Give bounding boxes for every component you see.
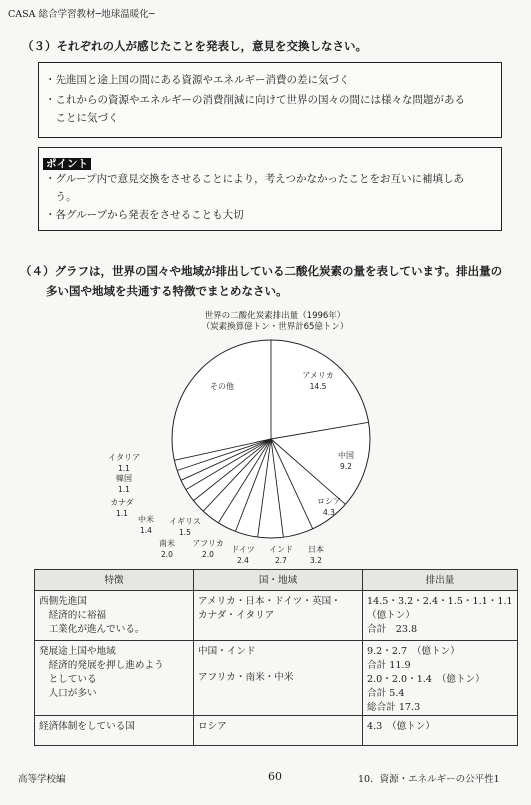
pie-label-4: 日本: [308, 545, 324, 554]
point-item-1-line1: ・グループ内で意見交換をさせることにより，考えつかなかったことをお互いに補填しあ: [45, 173, 464, 185]
pie-value-7: 2.0: [202, 550, 214, 559]
header-amount: 排出量: [363, 570, 518, 591]
cell-line: 人口が多い: [39, 688, 97, 699]
pie-value-9: 1.5: [179, 528, 191, 537]
pie-value-4: 3.2: [310, 556, 322, 565]
cell-line: 工業化が進んでいる。: [39, 624, 145, 635]
cell-line: 経済的発展を押し進めよう: [39, 660, 164, 671]
pie-value-8: 2.0: [161, 550, 173, 559]
pie-label-8: 南米: [159, 539, 175, 548]
point-item-1-line2: う。: [45, 191, 77, 203]
header-country: 国・地域: [194, 570, 363, 591]
point-item-2-text: ・各グループから発表をさせることも大切: [45, 209, 244, 221]
cell-line: 4.3 （億トン）: [367, 721, 436, 732]
pie-value-5: 2.7: [275, 556, 287, 565]
pie-label-10: 中米: [138, 515, 154, 524]
pie-label-3: ロシア: [317, 497, 341, 506]
pie-label-14: その他: [210, 382, 234, 391]
cell-line: ロシア: [198, 721, 227, 732]
cell-line: 総合計 17.3: [367, 702, 421, 713]
cell-line: （億トン）: [367, 610, 415, 621]
cell-line: アメリカ・日本・ドイツ・英国・: [198, 596, 341, 607]
pie-label-11: カナダ: [110, 498, 134, 507]
cell-line: 経済的に裕福: [39, 610, 107, 621]
row1-amount: [363, 591, 518, 641]
page-number: 60: [268, 770, 282, 783]
question-4-title-line2: 多い国や地域を共通する特徴でまとめなさい。: [46, 284, 288, 298]
row2-feature: [35, 641, 194, 716]
row2-amount: [363, 641, 518, 716]
point-tag-label: ポイント: [43, 158, 91, 170]
table-row: [35, 591, 518, 641]
cell-line: 中国・インド: [198, 646, 256, 657]
chart-subtitle: （炭素換算億トン・世界計65億トン）: [201, 322, 349, 332]
cell-line: 9.2・2.7 （億トン）: [367, 646, 460, 657]
cell-spacer: [198, 657, 358, 669]
pie-value-12: 1.1: [118, 485, 130, 494]
cell-line: カナダ・イタリア: [198, 610, 275, 621]
chart-title: 世界の二酸化炭素排出量（1996年）: [204, 311, 346, 321]
row1-countries: [194, 591, 363, 641]
pie-value-2: 9.2: [340, 462, 352, 471]
pie-label-5: インド: [269, 545, 293, 554]
pie-label-13: イタリア: [108, 453, 140, 462]
cell-line: 2.0・2.0・1.4 （億トン）: [367, 674, 485, 685]
question-4-title-line1: （４）グラフは，世界の国々や地域が排出している二酸化炭素の量を表しています。排出量の: [20, 264, 503, 278]
pie-label-2: 中国: [338, 451, 354, 460]
row3-feature: [35, 716, 194, 746]
summary-table: [34, 569, 518, 746]
pie-value-13: 1.1: [118, 464, 130, 473]
pie-value-3: 4.3: [323, 508, 335, 517]
q3-item-1-text: ・先進国と途上国の間にある資源やエネルギー消費の差に気づく: [45, 74, 350, 86]
pie-value-6: 2.4: [237, 556, 249, 565]
row2-countries: [194, 641, 363, 716]
q3-item-2-line1: ・これからの資源やエネルギーの消費削減に向けて世界の国々の間には様々な問題がある: [45, 94, 465, 106]
footer-right: 10．資源・エネルギーの公平性1: [358, 774, 500, 785]
pie-label-9: イギリス: [169, 517, 201, 526]
pie-label-7: アフリカ: [192, 539, 224, 548]
cell-line: 合計 5.4: [367, 688, 405, 699]
pie-value-1: 14.5: [309, 382, 327, 391]
cell-line: 西側先進国: [39, 596, 87, 607]
footer-left: 高等学校編: [18, 774, 66, 785]
cell-line: 発展途上国や地域: [39, 646, 116, 657]
pie-value-10: 1.4: [140, 526, 152, 535]
question-3-title: （３）それぞれの人が感じたことを発表し，意見を交換しなさい。: [22, 39, 367, 53]
row3-amount: [363, 716, 518, 746]
pie-label-12: 韓国: [116, 474, 132, 483]
table-row: [35, 716, 518, 746]
header-feature: 特徴: [35, 570, 194, 591]
cell-line: としている: [39, 674, 97, 685]
row1-feature: [35, 591, 194, 641]
pie-value-11: 1.1: [116, 509, 128, 518]
pie-label-6: ドイツ: [231, 545, 255, 554]
running-header: CASA 総合学習教材─地球温暖化─: [8, 9, 155, 20]
table-header-row: [35, 570, 518, 591]
cell-line: 合計 23.8: [367, 624, 418, 635]
table-row: [35, 641, 518, 716]
cell-line: アフリカ・南米・中米: [198, 672, 294, 683]
row3-countries: [194, 716, 363, 746]
q3-item-2-line2: ことに気づく: [45, 112, 119, 124]
cell-line: 経済体制をしている国: [39, 721, 135, 732]
cell-line: 14.5・3.2・2.4・1.5・1.1・1.1: [367, 596, 513, 607]
cell-line: 合計 11.9: [367, 660, 411, 671]
pie-label-1: アメリカ: [302, 371, 334, 380]
